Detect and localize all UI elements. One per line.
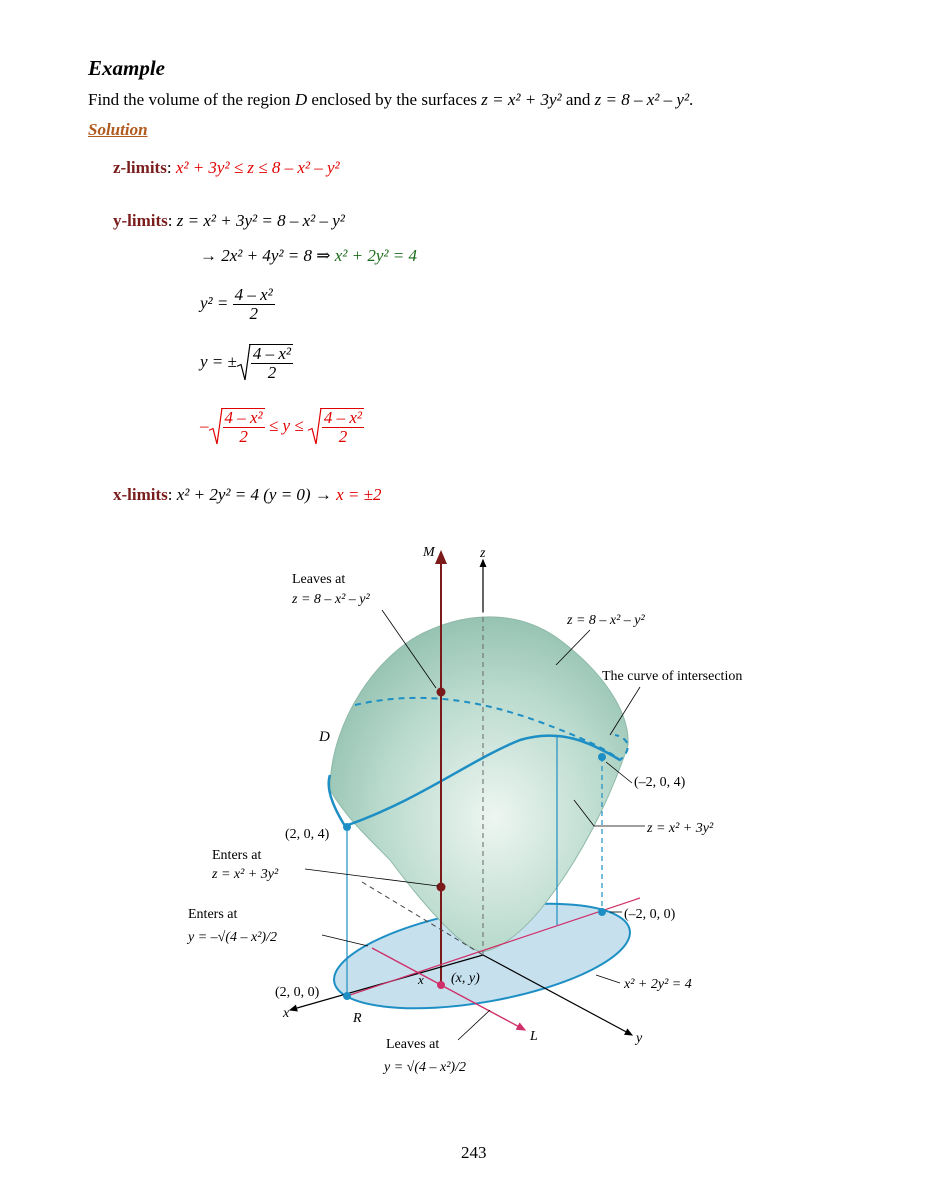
y-limits-line4-lhs: y = ± — [200, 351, 237, 371]
y-limits-line3 — [200, 286, 275, 323]
label-R: R — [353, 1011, 362, 1026]
radical-sign — [209, 408, 223, 446]
label-ellipse: x² + 2y² = 4 — [624, 977, 692, 992]
label-enters-z-2: z = x² + 3y² — [212, 867, 279, 882]
example-heading: Example — [88, 56, 165, 80]
problem-region: D — [294, 90, 308, 109]
label-leaves-top-1: Leaves at — [292, 572, 346, 587]
label-enters-y-2: y = –√(4 – x²)/2 — [188, 930, 277, 945]
label-upper-surface: z = 8 – x² – y² — [567, 613, 645, 628]
enters-z-point — [437, 883, 446, 892]
label-enters-y-1: Enters at — [188, 907, 238, 922]
leader-enters-y — [322, 935, 368, 946]
problem-eq2: z = 8 – x² – y² — [594, 90, 690, 109]
y-limits-line3-frac — [233, 286, 275, 323]
z-limits-expr: x² + 3y² ≤ z ≤ 8 – x² – y² — [175, 158, 340, 177]
frac-numerator: 4 – x² — [323, 408, 363, 427]
y-limits-line2-a: → 2x² + 4y² = 8 ⇒ — [200, 246, 335, 265]
sqrt-expression — [237, 344, 293, 382]
y-limits-line2 — [200, 246, 417, 266]
z-limits-label: z-limits — [113, 158, 167, 177]
label-y-axis: y — [636, 1031, 643, 1046]
label-enters-z-1: Enters at — [212, 848, 262, 863]
frac-denominator: 2 — [267, 362, 277, 382]
pt-2-0-4 — [343, 823, 351, 831]
x-limits-label: x-limits — [113, 485, 168, 504]
leader-leaves-bottom — [458, 1010, 490, 1040]
y-limits-line1: z = x² + 3y² = 8 – x² – y² — [176, 211, 345, 230]
z-limits-line: z-limits: x² + 3y² ≤ z ≤ 8 – x² – y² — [113, 158, 340, 177]
y-limits-line5-mid: ≤ y ≤ — [268, 415, 304, 435]
x-limits-arrow: → — [310, 485, 337, 504]
radical-sign — [237, 344, 251, 382]
label-x-axis: x — [283, 1006, 290, 1021]
y-limits-line5-frac-left — [221, 408, 265, 446]
y-limits-label: y-limits — [113, 211, 168, 230]
page-number: 243 — [461, 1143, 487, 1162]
label-lower-surface: z = x² + 3y² — [647, 821, 714, 836]
frac-denominator: 2 — [239, 426, 248, 446]
pt-neg2-0-4 — [598, 753, 606, 761]
x-limits-line: x-limits: x² + 2y² = 4 (y = 0) → x = ±2 — [113, 485, 382, 504]
solution-label: Solution — [88, 120, 148, 139]
label-z-axis: z — [480, 546, 486, 561]
pt-2-0-0 — [343, 992, 351, 1000]
label-leaves-bot-2: y = √(4 – x²)/2 — [384, 1060, 466, 1075]
label-2-0-0: (2, 0, 0) — [275, 985, 320, 1000]
label-leaves-top-2: z = 8 – x² – y² — [292, 592, 370, 607]
frac-denominator: 2 — [249, 303, 258, 323]
problem-middle: enclosed by the surfaces — [307, 90, 482, 109]
label-D: D — [319, 729, 330, 745]
label-2-0-4: (2, 0, 4) — [285, 827, 330, 842]
radical-sign — [308, 408, 322, 446]
frac-numerator: 4 – x² — [252, 344, 292, 363]
label-xy: (x, y) — [451, 971, 480, 986]
frac-denominator: 2 — [338, 426, 348, 446]
y-limits-line4 — [200, 344, 293, 382]
leader-ellipse — [596, 975, 620, 983]
sqrt-expression-left — [209, 408, 265, 446]
frac-numerator: 4 – x² — [234, 285, 273, 304]
y-limits-line5-frac-right — [320, 408, 364, 446]
pt-neg2-0-0 — [598, 908, 606, 916]
frac-numerator: 4 – x² — [224, 408, 263, 427]
label-neg2-0-4: (–2, 0, 4) — [634, 775, 686, 790]
y-limits-line: y-limits: z = x² + 3y² = 8 – x² – y² — [113, 211, 345, 230]
label-M: M — [423, 545, 435, 560]
label-x-small: x — [418, 972, 424, 987]
neg-sign: – — [200, 415, 209, 435]
y-limits-line4-frac — [249, 344, 293, 382]
y-limits-line2-b: x² + 2y² = 4 — [334, 246, 417, 265]
xy-point — [437, 981, 445, 989]
y-limits-line5 — [200, 408, 364, 446]
leaves-top-point — [437, 688, 446, 697]
x-limits-result: x = ±2 — [336, 485, 382, 504]
problem-prefix: Find the volume of the region — [88, 90, 295, 109]
y-limits-line3-lhs: y² = — [200, 293, 229, 313]
label-leaves-bot-1: Leaves at — [386, 1037, 440, 1052]
label-neg2-0-0: (–2, 0, 0) — [624, 907, 676, 922]
sqrt-expression-right — [308, 408, 364, 446]
problem-statement — [88, 90, 693, 110]
region-figure — [0, 530, 927, 1090]
label-curve: The curve of intersection — [602, 669, 743, 684]
problem-eq1: z = x² + 3y² — [481, 90, 562, 109]
solid-body — [330, 617, 628, 952]
x-limits-expr: x² + 2y² = 4 (y = 0) — [176, 485, 311, 504]
label-L: L — [530, 1029, 538, 1044]
problem-end: . — [689, 90, 694, 109]
problem-and: and — [561, 90, 595, 109]
